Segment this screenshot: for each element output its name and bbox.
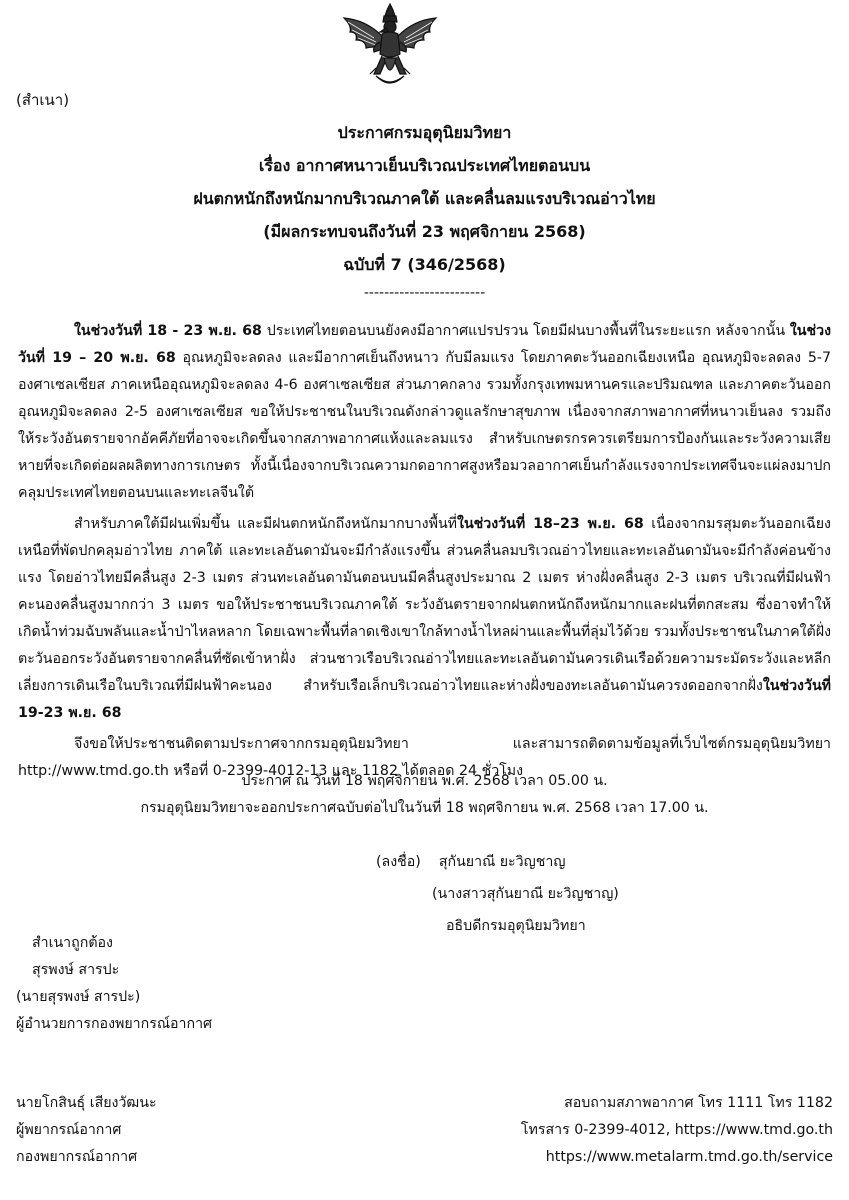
- next-issue-note: กรมอุตุนิยมวิทยาจะออกประกาศฉบับต่อไปในวันที่ 18 พฤศจิกายน พ.ศ. 2568 เวลา 17.00 น.: [140, 800, 709, 816]
- tmd-website-link[interactable]: http://www.tmd.go.th: [18, 763, 169, 779]
- contact-phone: สอบถามสภาพอากาศ โทร 1111 โทร 1182: [564, 1095, 833, 1111]
- divider: ------------------------: [363, 285, 486, 301]
- effective-date: (มีผลกระทบจนถึงวันที่ 23 พฤศจิกายน 2568): [263, 222, 586, 241]
- period-bold-3: ในช่วงวันที่ 18–23 พ.ย. 68: [457, 516, 644, 532]
- paragraph-1: [18, 318, 831, 507]
- page-title: ประกาศกรมอุตุนิยมวิทยา: [337, 123, 512, 142]
- certified-label: สำเนาถูกต้อง: [32, 935, 113, 951]
- sign-label: (ลงชื่อ): [376, 854, 421, 870]
- certified-copy-block: [16, 930, 212, 1038]
- paragraph-3-text-b: หรือที่ 0-2399-4012-13 และ 1182 ได้ตลอด 24 ชั่วโมง: [168, 763, 524, 779]
- subject-line: เรื่อง อากาศหนาวเย็นบริเวณประเทศไทยตอนบน: [258, 156, 591, 175]
- signer-position: อธิบดีกรมอุตุนิยมวิทยา: [446, 918, 586, 934]
- paragraph-2: [18, 511, 831, 727]
- announce-date: ประกาศ ณ วันที่ 18 พฤศจิกายน พ.ศ. 2568 เวลา 05.00 น.: [241, 773, 608, 789]
- contact-block: [521, 1090, 833, 1171]
- issue-number: ฉบับที่ 7 (346/2568): [343, 255, 506, 274]
- paragraph-2-text-b: เนื่องจากมรสุมตะวันออกเฉียงเหนือที่พัดปกคลุมอ่าวไทย ภาคใต้ และทะเลอันดามันจะมีกำลังแรงขึ้น ส่วนคลื่นลมบริเวณอ่าวไทยและทะเลอันดามันจะมีกำลังค่อนข้างแรง โดยอ่าวไทยมีคลื่นสูง 2-3 เมตร ส่วนทะเลอันดามันตอนบนมีคลื่นสูงประมาณ 2 เมตร ห่างฝั่งคลื่นสูง 2-3 เมตร บริเวณที่มีฝนฟ้าคะนองคลื่นสูงมากกว่า 3 เมตร ขอให้ประชาชนบริเวณภาคใต้ ระวังอันตรายจากฝนตกหนักถึงหนักมากและฝนที่ตกสะสม ซึ่งอาจทำให้เกิดน้ำท่วมฉับพลันและน้ำป่าไหลหลาก โดยเฉพาะพื้นที่ลาดเชิงเขาใกล้ทางน้ำไหลผ่านและพื้นที่ลุ่มไว้ด้วย รวมทั้งประชาชนในภาคใต้ฝั่งตะวันออกระวังอันตรายจากคลื่นที่ซัดเข้าหาฝั่ง ส่วนชาวเรือบริเวณอ่าวไทยและทะเลอันดามันควรเดินเรือด้วยความระมัดระวังและหลีกเลี่ยงการเดินเรือในบริเวณที่มีฝนฟ้าคะนอง สำหรับเรือเล็กบริเวณอ่าวไทยและห่างฝั่งของทะเลอันดามันควรงดออกจากฝั่ง: [18, 516, 831, 694]
- certifier-position: ผู้อำนวยการกองพยากรณ์อากาศ: [16, 1016, 213, 1032]
- paragraph-2-text-a: สำหรับภาคใต้มีฝนเพิ่มขึ้น และมีฝนตกหนักถึงหนักมากบางพื้นที่: [74, 516, 458, 532]
- subject-line-2: ฝนตกหนักถึงหนักมากบริเวณภาคใต้ และคลื่นลมแรงบริเวณอ่าวไทย: [193, 189, 656, 208]
- forecaster-role: ผู้พยากรณ์อากาศ: [16, 1122, 122, 1138]
- paragraph-3-text-a: จึงขอให้ประชาชนติดตามประกาศจากกรมอุตุนิยมวิทยา และสามารถติดตามข้อมูลที่เว็บไซต์กรมอุตุนิยมวิทยา: [74, 736, 831, 752]
- document-header: [0, 116, 849, 305]
- certifier-full-name: (นายสุรพงษ์ สารปะ): [16, 989, 141, 1005]
- forecaster-division: กองพยากรณ์อากาศ: [16, 1149, 138, 1165]
- sign-name: สุกันยาณี ยะวิญชาญ: [438, 854, 566, 870]
- signer-full-name: (นางสาวสุกันยาณี ยะวิญชาญ): [432, 886, 619, 902]
- signature-line: [376, 846, 619, 878]
- period-bold-1: ในช่วงวันที่ 18 - 23 พ.ย. 68: [74, 323, 262, 339]
- period-bold-4: ในช่วงวันที่ 19-23 พ.ย. 68: [18, 678, 831, 721]
- forecaster-block: [16, 1090, 157, 1171]
- paragraph-1-text-b: อุณหภูมิจะลดลง และมีอากาศเย็นถึงหนาว กับมีลมแรง โดยภาคตะวันออกเฉียงเหนือ อุณหภูมิจะลดลง 5-7 องศาเซลเซียส ภาคเหนืออุณหภูมิจะลดลง 4-6 องศาเซลเซียส ส่วนภาคกลาง รวมทั้งกรุงเทพมหานครและปริมณฑล และภาคตะวันออก อุณหภูมิจะลดลง 2-5 องศาเซลเซียส ขอให้ประชาชนในบริเวณดังกล่าวดูแลรักษาสุขภาพ เนื่องจากสภาพอากาศที่หนาวเย็นลง รวมถึงให้ระวังอันตรายจากอัคคีภัยที่อาจจะเกิดขึ้นจากสภาพอากาศแห้งและลมแรง สำหรับเกษตรกรควรเตรียมการป้องกันและระวังความเสียหายที่จะเกิดต่อผลผลิตทางการเกษตร ทั้งนี้เนื่องจากบริเวณความกดอากาศสูงหรือมวลอากาศเย็นกำลังแรงจากประเทศจีนจะแผ่ลงมาปกคลุมประเทศไทยตอนบนและทะเลจีนใต้: [18, 350, 831, 501]
- announcement-date-block: [0, 768, 849, 822]
- contact-service-link[interactable]: https://www.metalarm.tmd.go.th/service: [545, 1149, 833, 1165]
- paragraph-1-text-a: ประเทศไทยตอนบนยังคงมีอากาศแปรปรวน โดยมีฝนบางพื้นที่ในระยะแรก หลังจากนั้น: [261, 323, 790, 339]
- signature-block: [376, 846, 619, 942]
- period-bold-2: ในช่วงวันที่ 19 – 20 พ.ย. 68: [18, 323, 831, 366]
- contact-fax: โทรสาร 0-2399-4012, https://www.tmd.go.th: [520, 1122, 833, 1138]
- certifier-signature: สุรพงษ์ สารปะ: [32, 962, 120, 978]
- garuda-emblem-icon: [336, 2, 444, 92]
- announcement-body: [18, 318, 831, 785]
- forecaster-name: นายโกสินธุ์ เสียงวัฒนะ: [16, 1095, 157, 1111]
- copy-tag: (สำเนา): [16, 91, 70, 109]
